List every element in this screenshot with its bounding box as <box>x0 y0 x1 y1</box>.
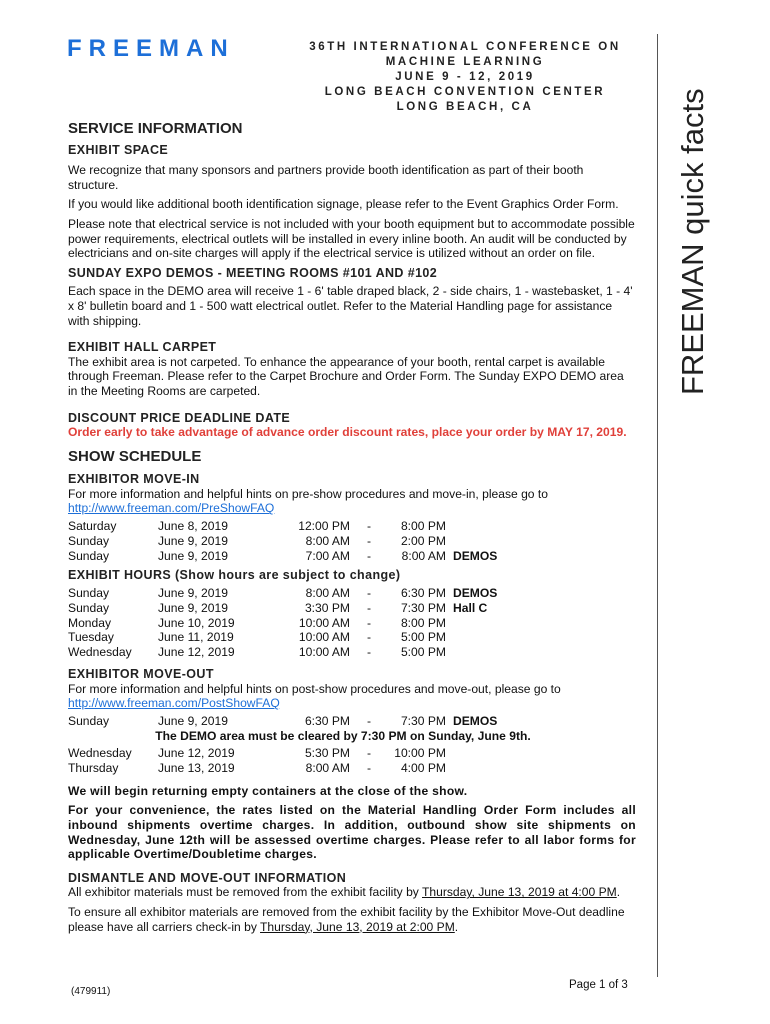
schedule-separator: - <box>366 615 372 630</box>
schedule-date: June 12, 2019 <box>158 645 235 660</box>
service-title: SERVICE INFORMATION <box>68 120 243 137</box>
schedule-note: DEMOS <box>453 548 498 563</box>
schedule-end: 8:00 PM <box>400 519 446 534</box>
demos-text: Each space in the DEMO area will receive 1 - 6' table draped black, 2 - side chairs, 1 - wastebasket, 1 - 4' x 8' bulletin board and 1 - 500 watt electrical outlet. Refer to the Material Handling page for assistance with shipping. <box>68 284 633 328</box>
dismantle-p2-date: Thursday, June 13, 2019 at 2:00 PM <box>260 919 455 934</box>
dismantle-p1-text: All exhibitor materials must be removed from the exhibit facility by <box>68 885 422 900</box>
demos-heading: SUNDAY EXPO DEMOS - MEETING ROOMS #101 AND #102 <box>68 265 438 280</box>
schedule-day: Sunday <box>68 533 110 548</box>
schedule-separator: - <box>366 645 372 660</box>
schedule-row <box>68 534 636 549</box>
schedule-date: June 11, 2019 <box>158 630 234 645</box>
schedule-row <box>68 645 636 660</box>
schedule-date: June 12, 2019 <box>158 746 235 761</box>
schedule-note <box>446 630 453 645</box>
schedule-day: Sunday <box>68 548 110 563</box>
schedule-start: 12:00 PM <box>298 519 350 534</box>
move-out-schedule-2 <box>68 746 636 776</box>
schedule-row <box>68 616 636 631</box>
schedule-separator: - <box>366 519 372 534</box>
schedule-separator: - <box>366 600 372 615</box>
page-number: Page 1 of 3 <box>569 979 628 991</box>
dismantle-p1-date: Thursday, June 13, 2019 at 4:00 PM <box>422 885 617 900</box>
document-body <box>68 122 636 934</box>
exhibit-hours-heading: EXHIBIT HOURS (Show hours are subject to change) <box>68 568 401 583</box>
schedule-row <box>68 549 636 564</box>
schedule-note <box>446 761 453 776</box>
freeman-logo: FREEMAN <box>67 35 235 62</box>
dismantle-p1 <box>68 885 636 900</box>
schedule-separator: - <box>366 746 372 761</box>
schedule-end: 10:00 PM <box>394 746 446 761</box>
schedule-date: June 8, 2019 <box>158 519 228 534</box>
schedule-note <box>446 645 453 660</box>
exhibit-hours-schedule <box>68 586 636 660</box>
schedule-end: 8:00 PM <box>400 615 446 630</box>
side-title: FREEMAN quick facts <box>675 88 710 395</box>
schedule-row <box>68 519 636 534</box>
conference-info <box>290 40 640 115</box>
dismantle-p2 <box>68 905 636 934</box>
side-divider <box>657 34 658 977</box>
schedule-end: 2:00 PM <box>400 533 446 548</box>
schedule-separator: - <box>366 761 372 775</box>
schedule-date: June 9, 2019 <box>158 600 228 615</box>
schedule-row <box>68 761 636 776</box>
schedule-separator: - <box>366 630 372 645</box>
schedule-start: 10:00 AM <box>298 630 350 645</box>
schedule-date: June 10, 2019 <box>158 615 235 630</box>
schedule-day: Sunday <box>68 713 110 728</box>
schedule-day: Wednesday <box>68 746 132 761</box>
schedule-day: Sunday <box>68 586 110 601</box>
carpet-text: The exhibit area is not carpeted. To enhance the appearance of your booth, rental carpet is available through Freeman. Please refer to the Carpet Brochure and Order Form. The Sunday EXPO DEMO area in the Meeting Rooms are carpeted. <box>68 354 624 398</box>
schedule-end: 5:00 PM <box>400 630 446 645</box>
schedule-separator: - <box>366 586 372 601</box>
conference-line: LONG BEACH CONVENTION CENTER <box>324 86 606 98</box>
schedule-end: 6:30 PM <box>400 586 446 601</box>
schedule-start: 8:00 AM <box>305 586 350 601</box>
schedule-day: Sunday <box>68 600 110 615</box>
schedule-day: Monday <box>68 615 112 630</box>
dismantle-p2-text: To ensure all exhibitor materials are removed from the exhibit facility by the Exhibitor Move-Out deadline please have all carriers check-in by <box>68 904 625 934</box>
dismantle-heading: DISMANTLE AND MOVE-OUT INFORMATION <box>68 870 347 885</box>
schedule-note: DEMOS <box>453 713 498 728</box>
schedule-date: June 9, 2019 <box>158 713 228 728</box>
move-in-heading: EXHIBITOR MOVE-IN <box>68 472 200 487</box>
schedule-row <box>68 630 636 645</box>
schedule-start: 6:30 PM <box>304 713 350 728</box>
exhibit-space-heading: EXHIBIT SPACE <box>68 142 169 157</box>
conference-line: JUNE 9 - 12, 2019 <box>395 71 535 83</box>
schedule-note: DEMOS <box>453 586 498 601</box>
schedule-title: SHOW SCHEDULE <box>68 447 202 465</box>
schedule-start: 7:00 AM <box>305 548 350 563</box>
move-out-schedule-1 <box>68 714 636 729</box>
schedule-day: Saturday <box>68 519 117 534</box>
move-in-schedule <box>68 519 636 563</box>
schedule-start: 5:30 PM <box>304 746 350 761</box>
discount-text: Order early to take advantage of advance order discount rates, place your order by MAY 17, 2019. <box>68 425 627 440</box>
schedule-date: June 13, 2019 <box>158 761 235 775</box>
conference-line: 36TH INTERNATIONAL CONFERENCE ON <box>309 41 621 53</box>
move-out-text: For more information and helpful hints on post-show procedures and move-out, please go to <box>68 681 561 696</box>
schedule-date: June 9, 2019 <box>158 548 228 563</box>
dismantle-p1-end: . <box>616 885 621 900</box>
schedule-start: 3:30 PM <box>304 600 350 615</box>
conference-line: MACHINE LEARNING <box>385 56 545 68</box>
schedule-end: 7:30 PM <box>400 713 446 728</box>
document-code: (479911) <box>71 986 111 997</box>
schedule-note <box>446 519 453 534</box>
schedule-end: 7:30 PM <box>400 600 446 615</box>
postshow-faq-link[interactable]: http://www.freeman.com/PostShowFAQ <box>68 696 280 711</box>
exhibit-space-p3: Please note that electrical service is not included with your booth equipment but to accommodate possible power requirements, electrical outlets will be installed in every inline booth. An audit will be conducted by electricians and on-site charges will apply if the electrical service is utilized without an order on file. <box>68 216 635 261</box>
schedule-row <box>68 746 636 761</box>
discount-heading: DISCOUNT PRICE DEADLINE DATE <box>68 410 291 425</box>
schedule-note <box>446 534 453 549</box>
move-out-heading: EXHIBITOR MOVE-OUT <box>68 667 214 682</box>
schedule-start: 10:00 AM <box>298 645 350 660</box>
conference-line: LONG BEACH, CA <box>396 101 534 113</box>
schedule-separator: - <box>366 548 372 563</box>
schedule-start: 10:00 AM <box>298 615 350 630</box>
preshow-faq-link[interactable]: http://www.freeman.com/PreShowFAQ <box>68 501 275 516</box>
schedule-note <box>446 616 453 631</box>
schedule-date: June 9, 2019 <box>158 533 228 548</box>
schedule-day: Thursday <box>68 761 119 775</box>
schedule-date: June 9, 2019 <box>158 586 228 601</box>
carpet-heading: EXHIBIT HALL CARPET <box>68 340 217 355</box>
schedule-end: 8:00 AM <box>401 548 446 563</box>
schedule-day: Wednesday <box>68 645 132 660</box>
schedule-row <box>68 586 636 601</box>
convenience-note: For your convenience, the rates listed on the Material Handling Order Form includes all inbound shipments overtime charges. In addition, outbound show site shipments on Wednesday, June 12th will be assessed overtime charges. Please refer to all labor forms for applicable Overtime/Doubletime charges. <box>68 803 636 862</box>
schedule-end: 4:00 PM <box>400 761 446 775</box>
schedule-start: 8:00 AM <box>305 761 350 775</box>
schedule-start: 8:00 AM <box>305 533 350 548</box>
schedule-end: 5:00 PM <box>400 645 446 660</box>
exhibit-space-p1: We recognize that many sponsors and partners provide booth identification as part of their booth structure. <box>68 163 584 192</box>
schedule-separator: - <box>366 533 372 548</box>
schedule-note: Hall C <box>453 600 488 615</box>
schedule-note <box>446 746 453 761</box>
schedule-day: Tuesday <box>68 630 114 645</box>
containers-note: We will begin returning empty containers at the close of the show. <box>68 783 468 798</box>
schedule-separator: - <box>366 713 372 728</box>
schedule-row <box>68 714 636 729</box>
move-in-text: For more information and helpful hints on pre-show procedures and move-in, please go to <box>68 486 548 501</box>
exhibit-space-p2: If you would like additional booth identification signage, please refer to the Event Graphics Order Form. <box>68 197 619 212</box>
dismantle-p2-end: . <box>454 919 459 934</box>
schedule-row <box>68 601 636 616</box>
demo-clear-note: The DEMO area must be cleared by 7:30 PM on Sunday, June 9th. <box>155 728 531 743</box>
